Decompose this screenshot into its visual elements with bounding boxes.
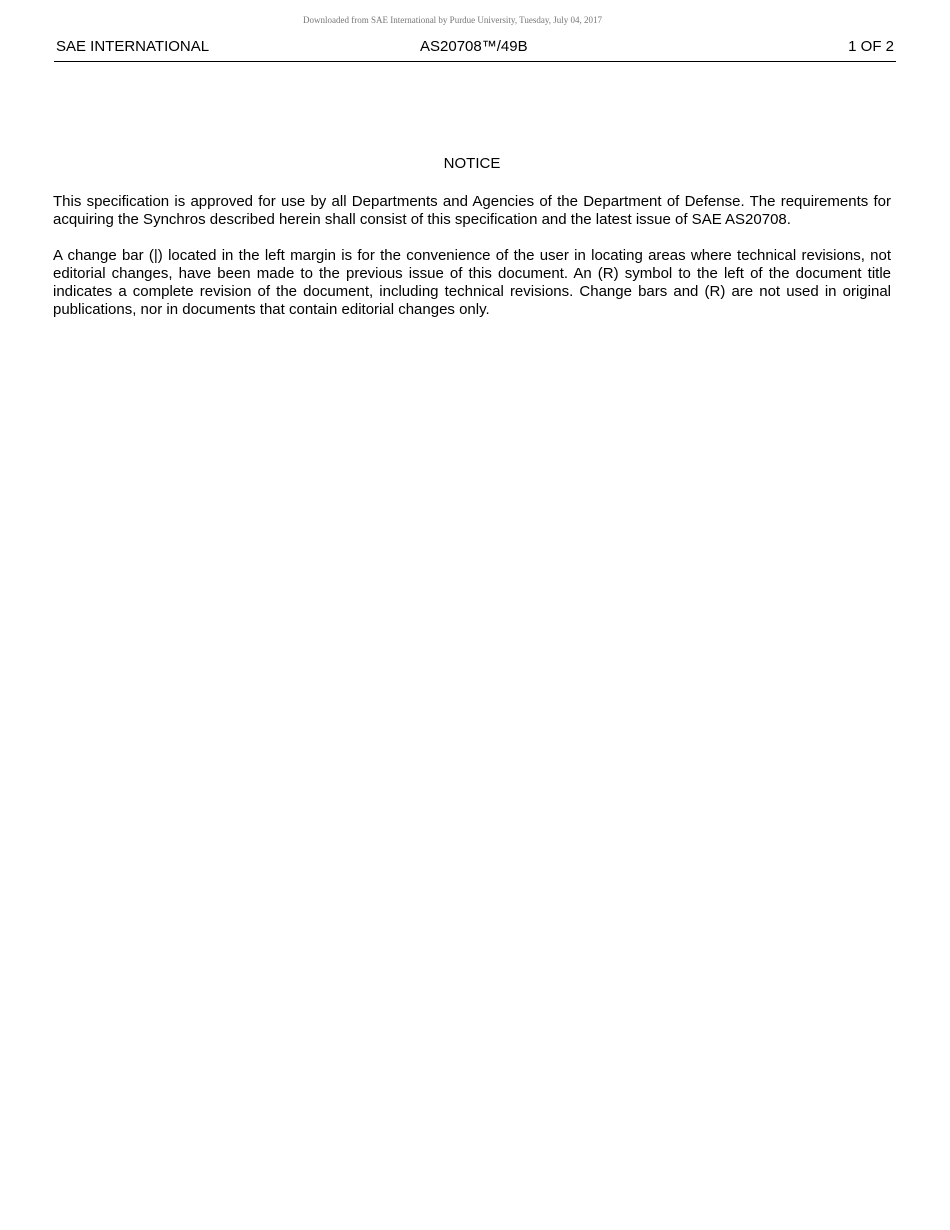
download-watermark: Downloaded from SAE International by Purdue University, Tuesday, July 04, 2017 [302,15,603,25]
header-document-number: AS20708™/49B [420,38,528,55]
header-page-indicator: 1 OF 2 [848,38,894,55]
header-organization: SAE INTERNATIONAL [56,38,210,55]
page-header [54,38,896,62]
notice-paragraph-approval: This specification is approved for use by all Departments and Agencies of the Department of Defense. The requirements for acquiring the Synchros described herein shall consist of this specification and the latest issue of SAE AS20708. [53,193,891,228]
notice-paragraph-change-bar: A change bar (|) located in the left margin is for the convenience of the user in locating areas where technical revisions, not editorial changes, have been made to the previous issue of this document. An (R) symbol to the left of the document title indicates a complete revision of the document, including technical revisions. Change bars and (R) are not used in original publications, nor in documents that contain editorial changes only. [53,247,891,318]
notice-title: NOTICE [443,155,501,172]
